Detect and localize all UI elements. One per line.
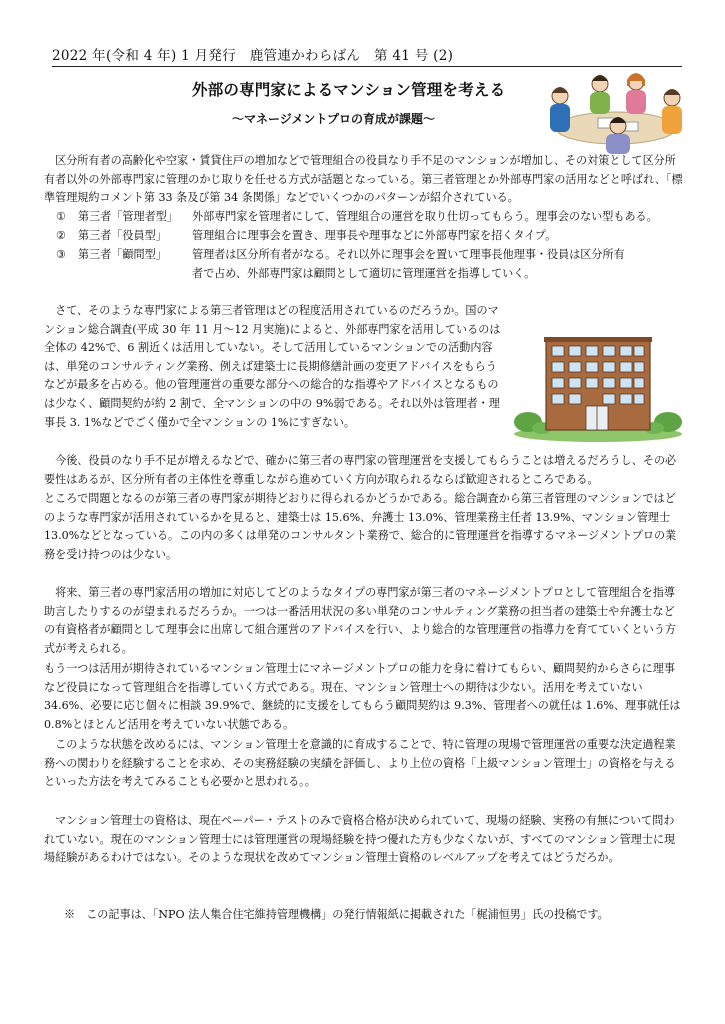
apartment-building-illustration [512,334,684,442]
article-title: 外部の専門家によるマンション管理を考える [192,81,506,99]
type-item-1 [56,208,684,227]
type-description: 管理者は区分所有者がなる。それ以外に理事会を置いて理事長他理事・役員は区分所有 [192,248,625,261]
type-description: 管理組合に理事会を置き、理事長や理事などに外部専門家を招くタイプ。 [192,229,557,242]
article-subtitle: ～マネージメントプロの育成が課題～ [232,112,436,126]
survey-paragraph: さて、そのような専門家による第三者管理はどの程度活用されているのだろうか。国のマンション総合調査(平成 30 年 11 月～12 月実施)によると、外部専門家を活用しているのは全体の 42%で、6 割近くは活用していない。そして活用しているマンションでの活動内容は、単発のコンサルティング業務、例えば建築士に長期修繕計画の変更アドバイスをもらうなどが最多を占める。他の管理運営の重要な部分への総合的な指導やアドバイスとなるものは少なく、顧問契約が約 2 割で、全マンションの中の 9%弱である。それ以外は管理者・理事長 3. 1%などでごく僅かで全マンションの 1%にすぎない。 [44,304,501,429]
type-item-3 [56,246,684,283]
newsletter-header: 2022 年(令和 4 年) 1 月発行 鹿管連かわらばん 第 41 号 (2) [52,44,682,67]
exam-paragraph: マンション管理士の資格は、現在ペーパー・テストのみで資格合格が決められていて、現場の経験、実務の有無について問われていない。現在のマンション管理士には管理運営の現場経験を持つ優れた方も少なくないが、すべてのマンション管理士に現場経験があるわけではない。そのような現状を改めてマンション管理士資格のレベルアップを考えてはどうだろか。 [44,814,676,865]
type-item-2 [56,227,684,246]
problem-paragraph: ところで問題となるのが第三者の専門家が期待どおりに得られるかどうかである。総合調査から第三者管理のマンションではどのような専門家が活用されているかを見ると、建築士は 15.6%、弁護士 13.0%、管理業務主任者 13.9%、マンション管理士 13.0%などとなっている。この内の多くは単発のコンサルタント業務で、総合的に管理運営を指導するマネージメントプロの業務を受け持つのは少ない。 [44,492,677,561]
people-meeting-illustration [538,66,688,154]
future-paragraph: 今後、役員のなり手不足が増えるなどで、確かに第三者の専門家の管理運営を支援してもらうことは増えるだろうし、その必要性はあるが、区分所有者の主体性を尊重しながら進めていく方向が取られるならば歓迎されるところである。 [44,454,677,486]
type-number: ③ [56,248,66,261]
improve-paragraph: このような状態を改めるには、マンション管理士を意識的に育成することで、特に管理の現場で管理運営の重要な決定過程業務への関わりを経験することを求め、その実務経験の実績を評価し、より上位の資格「上級マンション管理士」の資格を与えるといった方法を考えてみることも必要かと思われる。。 [44,738,676,789]
intro-paragraph: 区分所有者の高齢化や空家・賃貸住戸の増加などで管理組合の役員なり手不足のマンションが増加し、その対策として区分所有者以外の外部専門家に管理のかじ取りを任せる方式が話題となっている。第三者管理とか外部専門家の活用などと呼ばれ、「標準管理規約コメント第 33 条及び第 34 条関係」などでいくつかのパターンが紹介されている。 [44,154,683,205]
type-kind: 第三者「管理者型」 [78,210,178,223]
type-description-continued: 者で占め、外部専門家は顧問として適切に管理運営を指導していく。 [192,266,536,280]
type1-paragraph: 将来、第三者の専門家活用の増加に対応してどのようなタイプの専門家が第三者のマネージメントプロとして管理組合を指導助言したりするのが望まれるだろうか。一つは一番活用状況の多い単発のコンサルティング業務の担当者の建築士や弁護士などの有資格者が顧問として理事会に出席して組合運営のアドバイスを行い、より総合的な管理運営の指導力を育てていくという方式が考えられる。 [44,586,677,655]
type-kind: 第三者「役員型」 [78,229,167,242]
type2-paragraph: もう一つは活用が期待されているマンション管理士にマネージメントプロの能力を身に着けてもらい、顧問契約からさらに理事など役員になって管理組合を指導していく方式である。現在、マンション管理士への期待は少ない。活用を考えていない 34.6%、必要に応じ個々に相談 39.9%で、継続的に支援をしてもらう顧問契約は 9.3%、管理者への就任は 1.6%、理事就任は 0.8%とほとんど活用を考えていない状態である。 [44,662,681,731]
type-number: ② [56,229,66,242]
type-number: ① [56,210,66,223]
type-description: 外部専門家を管理者にして、管理組合の運営を取り仕切ってもらう。理事会のない型もある。 [192,210,658,223]
type-kind: 第三者「顧問型」 [78,248,167,261]
source-note: ※ この記事は、「NPO 法人集合住宅維持管理機構」の発行情報紙に掲載された「梶浦恒男」氏の投稿です。 [64,908,609,921]
